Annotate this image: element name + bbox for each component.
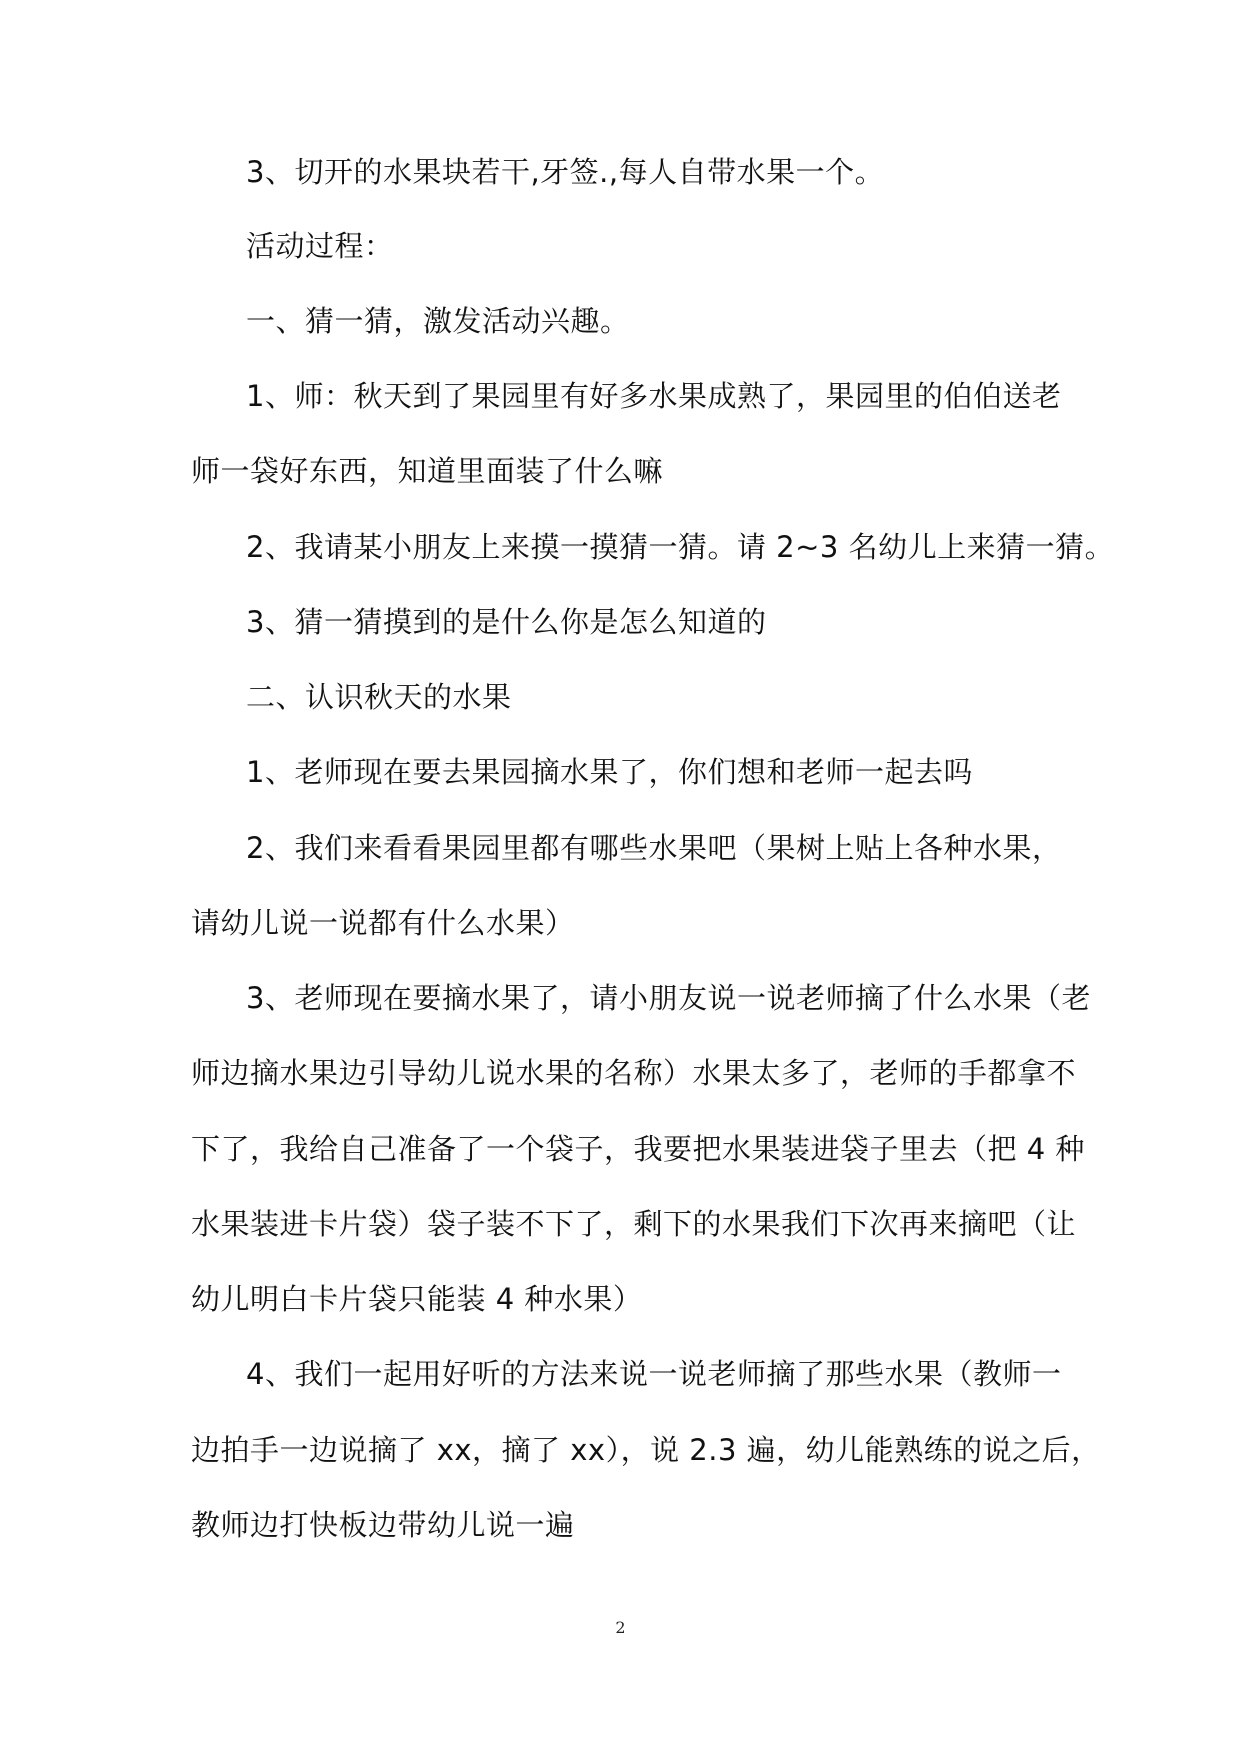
paragraph-line: 1、老师现在要去果园摘水果了，你们想和老师一起去吗 — [246, 755, 973, 789]
page-number: 2 — [615, 1618, 626, 1637]
paragraph-line: 2、我请某小朋友上来摸一摸猜一猜。请 2~3 名幼儿上来猜一猜。 — [246, 530, 1115, 564]
section-heading: 一、猜一猜，激发活动兴趣。 — [246, 304, 630, 338]
paragraph-line: 3、老师现在要摘水果了，请小朋友说一说老师摘了什么水果（老 — [246, 981, 1091, 1015]
paragraph-line: 师一袋好东西，知道里面装了什么嘛 — [191, 454, 664, 488]
paragraph-line: 幼儿明白卡片袋只能装 4 种水果） — [191, 1282, 643, 1316]
paragraph-line: 3、猜一猜摸到的是什么你是怎么知道的 — [246, 605, 767, 639]
paragraph-line: 下了，我给自己准备了一个袋子，我要把水果装进袋子里去（把 4 种 — [191, 1132, 1085, 1166]
paragraph-line: 3、切开的水果块若干,牙签.,每人自带水果一个。 — [246, 155, 885, 189]
paragraph-line: 2、我们来看看果园里都有哪些水果吧（果树上贴上各种水果， — [246, 831, 1062, 865]
section-heading: 活动过程： — [246, 229, 394, 263]
paragraph-line: 1、师：秋天到了果园里有好多水果成熟了，果园里的伯伯送老 — [246, 379, 1062, 413]
paragraph-line: 水果装进卡片袋）袋子装不下了，剩下的水果我们下次再来摘吧（让 — [191, 1207, 1077, 1241]
paragraph-line: 4、我们一起用好听的方法来说一说老师摘了那些水果（教师一 — [246, 1357, 1062, 1391]
paragraph-line: 请幼儿说一说都有什么水果） — [191, 906, 575, 940]
section-heading: 二、认识秋天的水果 — [246, 680, 512, 714]
paragraph-line: 边拍手一边说摘了 xx，摘了 xx），说 2.3 遍，幼儿能熟练的说之后， — [191, 1433, 1101, 1467]
paragraph-line: 师边摘水果边引导幼儿说水果的名称）水果太多了，老师的手都拿不 — [191, 1056, 1077, 1090]
paragraph-line: 教师边打快板边带幼儿说一遍 — [191, 1508, 575, 1542]
